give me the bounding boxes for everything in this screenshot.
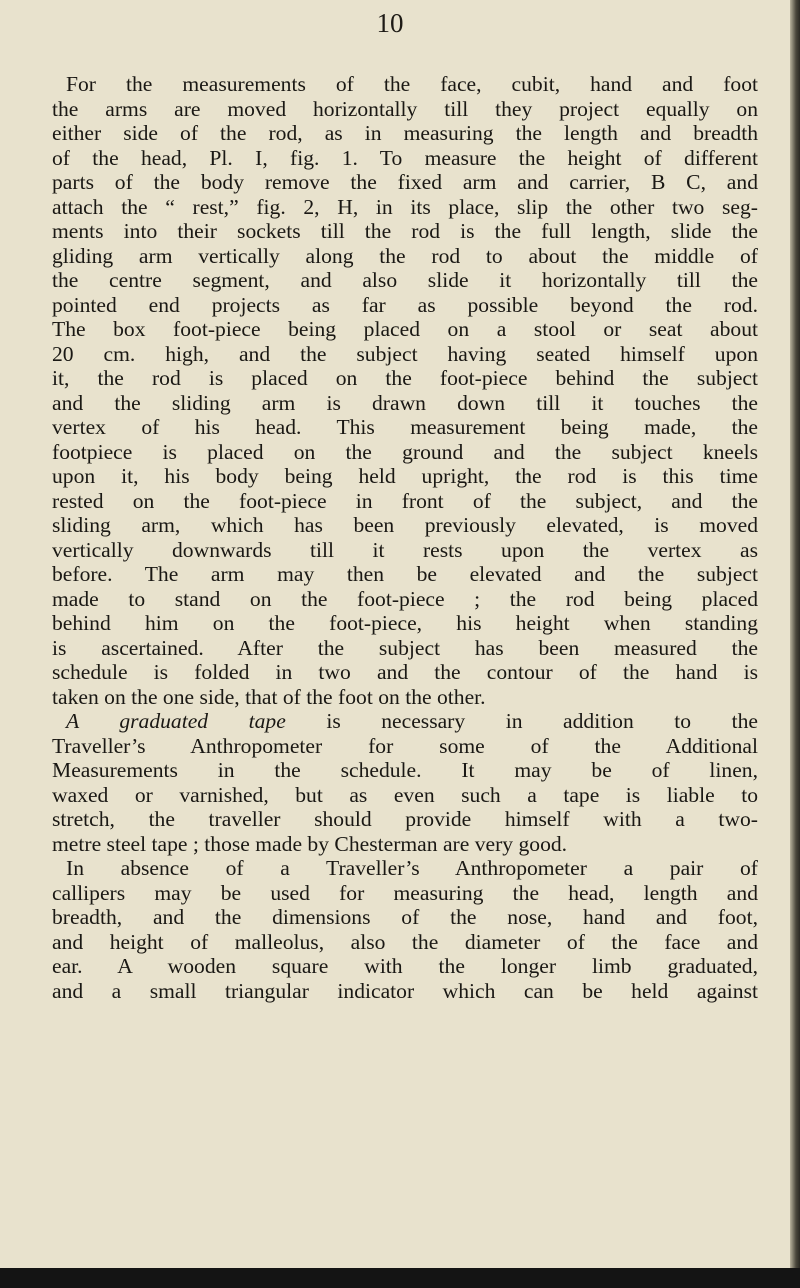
text-line: rested on the foot-piece in front of the subject, and the	[52, 488, 758, 513]
text-line: callipers may be used for measuring the head, length and	[52, 880, 758, 905]
paragraph-opening-line	[52, 709, 758, 734]
text-line: stretch, the traveller should provide himself with a two-	[52, 807, 758, 831]
text-line: either side of the rod, as in measuring the length and breadth	[52, 121, 758, 145]
text-line: vertically downwards till it rests upon the vertex as	[52, 537, 758, 562]
text-line: attach the “ rest,” fig. 2, H, in its place, slip the other two seg-	[52, 194, 758, 219]
text-line: The box foot-piece being placed on a stool or seat about	[52, 317, 758, 341]
text-line: sliding arm, which has been previously elevated, is moved	[52, 513, 758, 537]
text-line: and a small triangular indicator which can be held against	[52, 978, 758, 1003]
text-line: the centre segment, and also slide it horizontally till the	[52, 268, 758, 292]
body-text	[52, 72, 758, 1003]
text-line: metre steel tape ; those made by Chesterman are very good.	[52, 831, 568, 856]
page-number: 10	[376, 8, 404, 38]
text-fragment: is necessary in addition to the	[285, 709, 759, 733]
text-line: the arms are moved horizontally till they project equally on	[52, 96, 758, 121]
text-line: waxed or varnished, but as even such a tape is liable to	[52, 782, 758, 807]
text-line: Traveller’s Anthropometer for some of the Additional	[52, 733, 758, 758]
text-line: ments into their sockets till the rod is the full length, slide the	[52, 219, 758, 243]
text-line: behind him on the foot-piece, his height when standing	[52, 611, 758, 635]
text-line: and the sliding arm is drawn down till it touches the	[52, 390, 758, 415]
text-line: gliding arm vertically along the rod to about the middle of	[52, 243, 758, 268]
text-line: and height of malleolus, also the diameter of the face and	[52, 929, 758, 954]
text-line: Measurements in the schedule. It may be of linen,	[52, 758, 758, 782]
text-line: schedule is folded in two and the contour of the hand is	[52, 660, 758, 684]
text-line: upon it, his body being held upright, the rod is this time	[52, 464, 758, 488]
text-line: parts of the body remove the fixed arm and carrier, B C, and	[52, 170, 758, 194]
text-line: pointed end projects as far as possible beyond the rod.	[52, 292, 758, 317]
text-line: it, the rod is placed on the foot-piece behind the subject	[52, 366, 758, 390]
text-line: before. The arm may then be elevated and the subject	[52, 562, 758, 586]
book-spine-shadow	[790, 0, 800, 1288]
text-line: made to stand on the foot-piece ; the rod being placed	[52, 586, 758, 611]
italic-term: A graduated tape	[66, 709, 286, 733]
text-line: footpiece is placed on the ground and the subject kneels	[52, 439, 758, 464]
text-line: For the measurements of the face, cubit, hand and foot	[66, 72, 758, 96]
text-line: ear. A wooden square with the longer limb graduated,	[52, 954, 758, 978]
scan-bottom-edge	[0, 1268, 800, 1288]
text-line: In absence of a Traveller’s Anthropometer a pair of	[66, 856, 758, 880]
text-line: vertex of his head. This measurement being made, the	[52, 415, 758, 439]
text-line: of the head, Pl. I, fig. 1. To measure the height of different	[52, 145, 758, 170]
text-line: 20 cm. high, and the subject having seated himself upon	[52, 341, 758, 366]
text-line: breadth, and the dimensions of the nose, hand and foot,	[52, 905, 758, 929]
text-line: is ascertained. After the subject has been measured the	[52, 635, 758, 660]
text-line: taken on the one side, that of the foot on the other.	[52, 684, 486, 709]
